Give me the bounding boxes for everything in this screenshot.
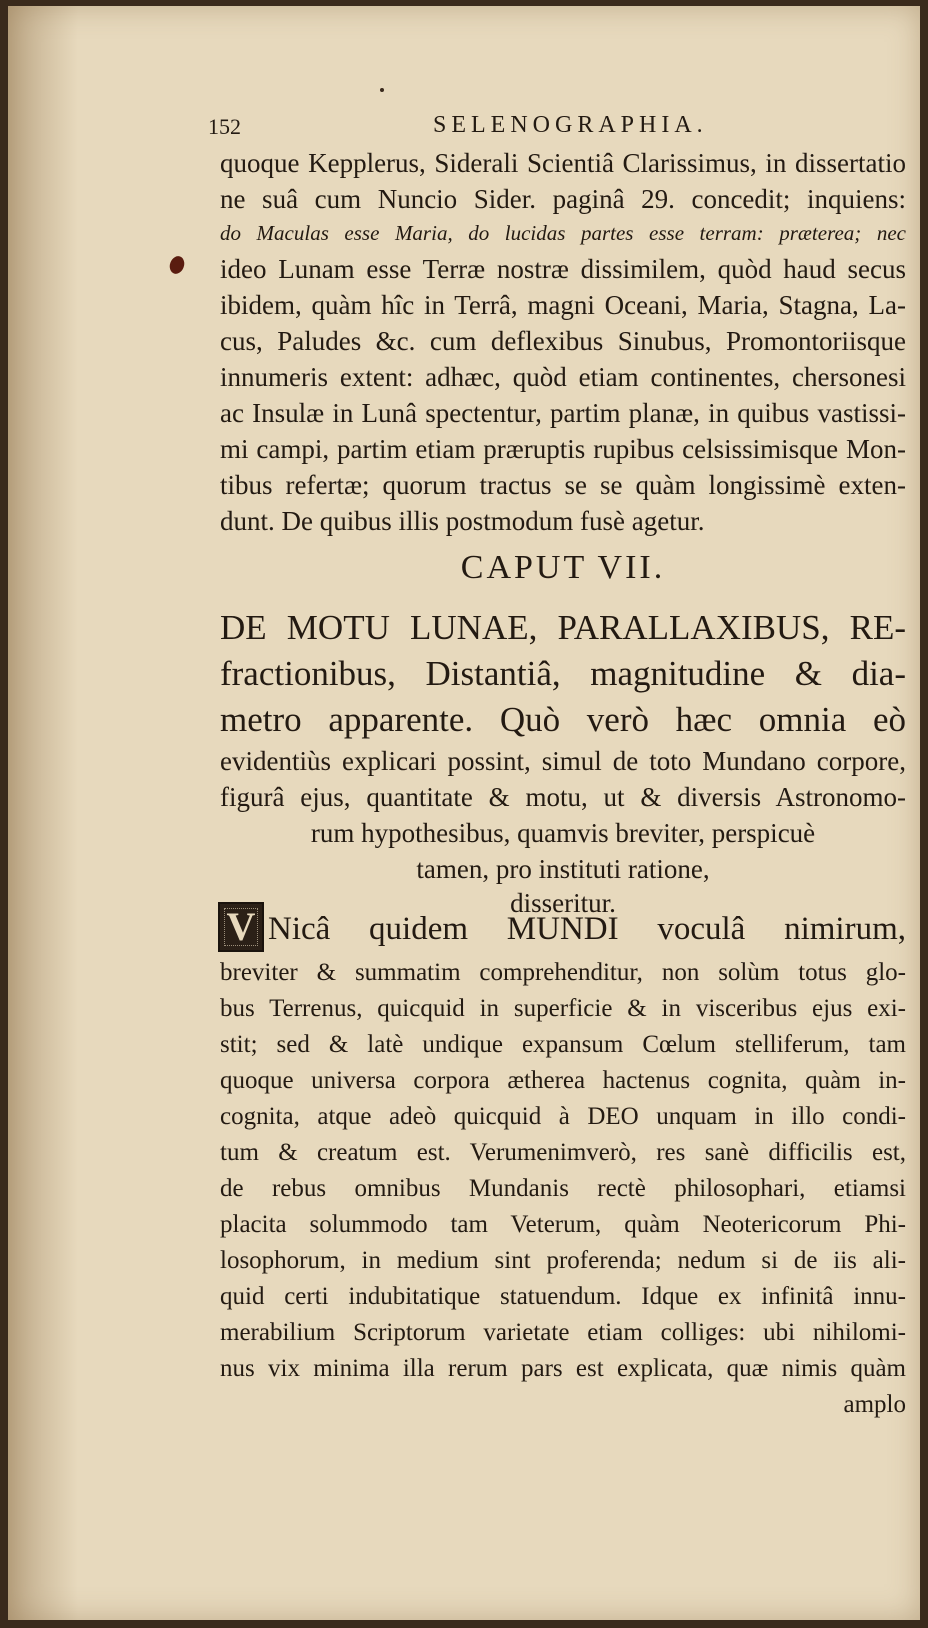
body-line: mi campi, partim etiam præruptis rupibus celsissimisque Mon-: [220, 434, 906, 464]
chapter-subtitle-line: rum hypothesibus, quamvis breviter, perspicuè: [310, 818, 816, 848]
chapter-subtitle-line: tamen, pro instituti ratione,: [416, 854, 710, 884]
book-page: [8, 6, 920, 1620]
body-line: ac Insulæ in Lunâ spectentur, partim planæ, in quibus vastissi-: [220, 398, 906, 428]
body-line: dunt. De quibus illis postmodum fusè agetur.: [220, 506, 705, 536]
chapter-title-line: metro apparente. Quò verò hæc omnia eò: [220, 700, 906, 739]
body-line: cus, Paludes &c. cum deflexibus Sinubus, Promontoriisque: [220, 326, 906, 356]
chapter-subtitle-line: figurâ ejus, quantitate & motu, ut & diversis Astronomo-: [220, 782, 906, 812]
chapter-title-line: DE MOTU LUNAE, PARALLAXIBUS, RE-: [220, 608, 906, 647]
body-line: innumeris extent: adhæc, quòd etiam continentes, chersonesi: [220, 362, 906, 392]
chapter-number: CAPUT VII.: [460, 549, 666, 586]
body-line-italic: do Maculas esse Maria, do lucidas partes esse terram: præterea; nec: [220, 221, 906, 245]
body-line: bus Terrenus, quicquid in superficie & in visceribus ejus exi-: [220, 995, 906, 1022]
drop-cap: [218, 902, 264, 952]
body-line: cognita, atque adeò quicquid à DEO unquam in illo condi-: [220, 1103, 906, 1130]
body-line: placita solummodo tam Veterum, quàm Neotericorum Phi-: [220, 1211, 906, 1238]
body-line: ibidem, quàm hîc in Terrâ, magni Oceani, Maria, Stagna, La-: [220, 290, 906, 320]
body-line: nus vix minima illa rerum pars est explicata, quæ nimis quàm: [220, 1355, 906, 1382]
body-line: breviter & summatim comprehenditur, non solùm totus glo-: [220, 959, 906, 986]
body-line: quoque Kepplerus, Siderali Scientiâ Clarissimus, in dissertatio: [220, 148, 906, 178]
ink-dot: [380, 88, 384, 92]
page-number: 152: [208, 114, 241, 139]
page-gutter-shadow: [8, 6, 78, 1620]
drop-cap-letter: V: [226, 904, 256, 949]
chapter-title-line: fractionibus, Distantiâ, magnitudine & dia-: [220, 654, 906, 693]
section-lead-line: Nicâ quidem MUNDI voculâ nimirum,: [268, 912, 906, 946]
body-line: merabilium Scriptorum varietate etiam colliges: ubi nihilomi-: [220, 1319, 906, 1346]
chapter-subtitle-line: evidentiùs explicari possint, simul de toto Mundano corpore,: [220, 746, 906, 776]
catchword: amplo: [843, 1391, 906, 1418]
marginal-ink-mark: [167, 254, 186, 276]
body-line: tibus refertæ; quorum tractus se se quàm longissimè exten-: [220, 470, 906, 500]
body-line: de rebus omnibus Mundanis rectè philosophari, etiamsi: [220, 1175, 906, 1202]
body-line: ne suâ cum Nuncio Sider. paginâ 29. concedit; inquiens:: [220, 184, 906, 214]
running-title: SELENOGRAPHIA.: [433, 112, 708, 138]
body-line: quoque universa corpora ætherea hactenus cognita, quàm in-: [220, 1067, 906, 1094]
body-line: ideo Lunam esse Terræ nostræ dissimilem, quòd haud secus: [220, 254, 906, 284]
chapter-subtitle-line: disseritur.: [510, 888, 616, 918]
body-line: losophorum, in medium sint proferenda; nedum si de iis ali-: [220, 1247, 906, 1274]
body-line: quid certi indubitatique statuendum. Idque ex infinitâ innu-: [220, 1283, 906, 1310]
body-line: stit; sed & latè undique expansum Cœlum stelliferum, tam: [220, 1031, 906, 1058]
body-line: tum & creatum est. Verumenimverò, res sanè difficilis est,: [220, 1139, 906, 1166]
page-header: [208, 110, 908, 146]
